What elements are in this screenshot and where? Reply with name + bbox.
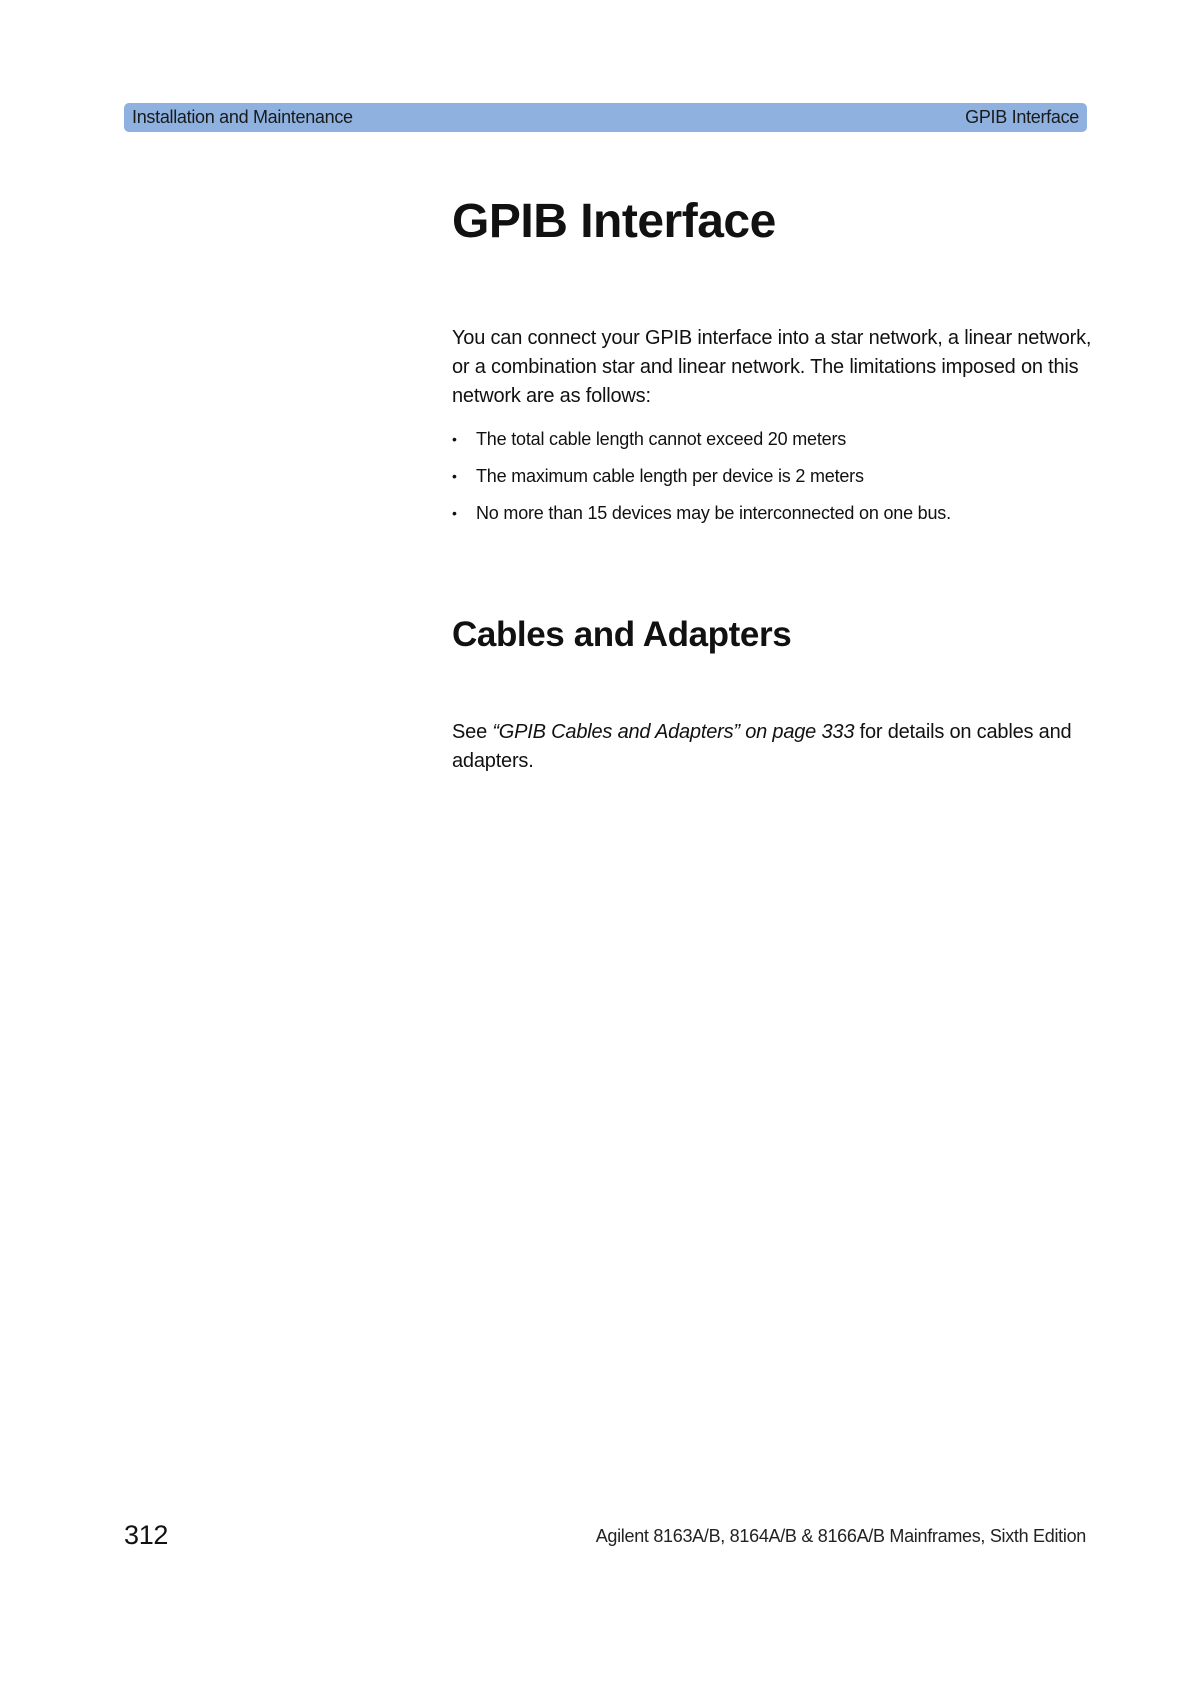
bullet-icon: • [452, 505, 457, 521]
list-item-text: No more than 15 devices may be interconnected on one bus. [476, 503, 951, 523]
cables-paragraph-prefix: See [452, 721, 493, 743]
intro-paragraph: You can connect your GPIB interface into a star network, a linear network, or a combination star and linear network. The limitations imposed on this network are as follows: [452, 327, 1092, 407]
cross-reference-link[interactable]: “GPIB Cables and Adapters” on page 333 [492, 721, 855, 743]
running-header [124, 103, 1087, 132]
header-section-label: GPIB Interface [965, 107, 1079, 127]
cables-paragraph-suffix: for details on cables and adapters. [452, 721, 1072, 772]
bullet-icon: • [452, 431, 457, 447]
footer-document-title: Agilent 8163A/B, 8164A/B & 8166A/B Mainframes, Sixth Edition [595, 1526, 1086, 1546]
cables-paragraph [452, 718, 1092, 776]
list-item-text: The maximum cable length per device is 2 meters [476, 466, 864, 486]
bullet-icon: • [452, 468, 457, 484]
list-item-text: The total cable length cannot exceed 20 meters [476, 429, 847, 449]
limitations-list [452, 426, 951, 537]
list-item [452, 463, 951, 500]
list-item [452, 500, 951, 537]
page-number: 312 [124, 1520, 169, 1550]
page-title: GPIB Interface [452, 195, 776, 248]
list-item [452, 426, 951, 463]
section-title: Cables and Adapters [452, 615, 792, 654]
header-chapter-label: Installation and Maintenance [132, 107, 353, 127]
